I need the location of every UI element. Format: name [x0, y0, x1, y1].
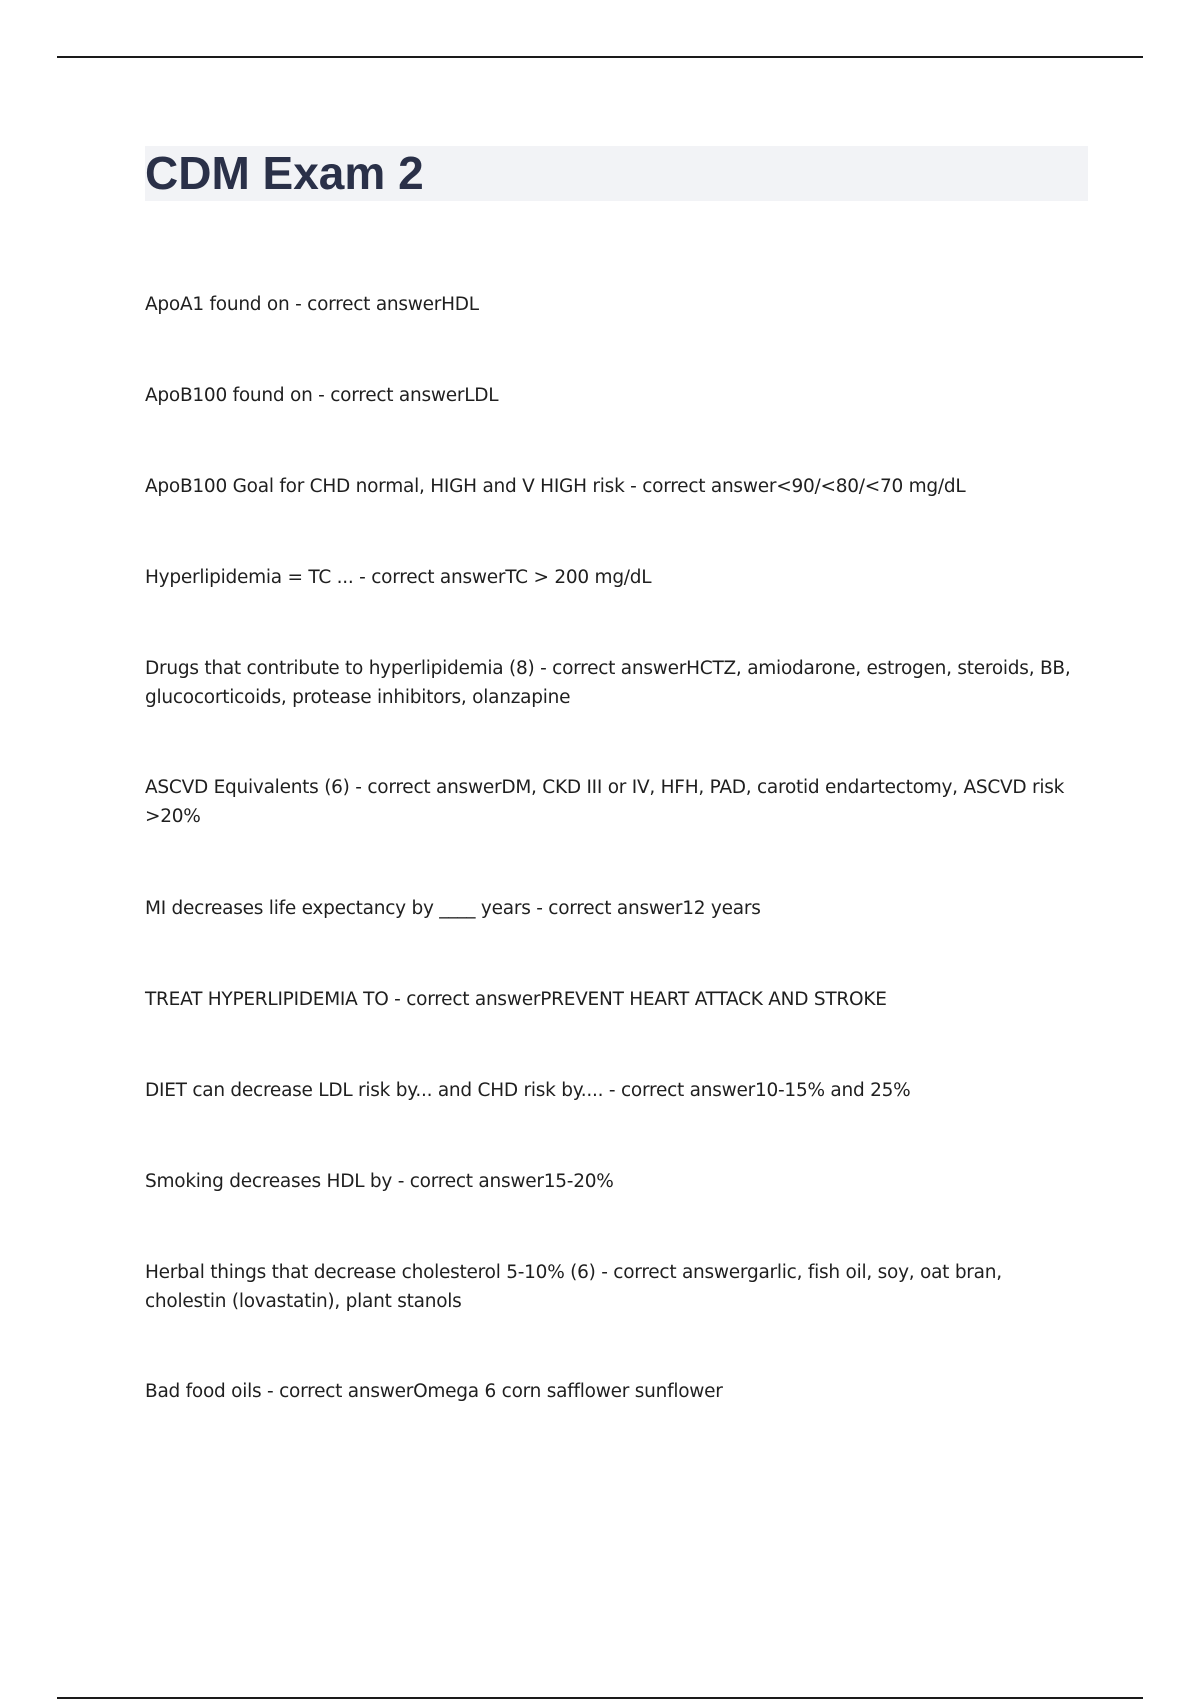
- qa-item: MI decreases life expectancy by ____ years - correct answer12 years: [145, 898, 761, 919]
- bottom-divider: [57, 1697, 1143, 1699]
- qa-item: ApoB100 found on - correct answerLDL: [145, 385, 499, 406]
- qa-item: DIET can decrease LDL risk by... and CHD risk by.... - correct answer10-15% and 25%: [145, 1080, 911, 1101]
- top-divider: [57, 56, 1143, 58]
- qa-item: ApoB100 Goal for CHD normal, HIGH and V HIGH risk - correct answer<90/<80/<70 mg/dL: [145, 476, 966, 497]
- qa-item: Herbal things that decrease cholesterol 5-10% (6) - correct answergarlic, fish oil, soy, oat bran, cholestin (lovastatin), plant stanols: [145, 1262, 1002, 1312]
- qa-item: Bad food oils - correct answerOmega 6 corn safflower sunflower: [145, 1381, 723, 1402]
- qa-item: Smoking decreases HDL by - correct answer15-20%: [145, 1171, 614, 1192]
- page-title: CDM Exam 2: [145, 147, 424, 199]
- qa-item: ASCVD Equivalents (6) - correct answerDM, CKD III or IV, HFH, PAD, carotid endartectomy, ASCVD risk >20%: [145, 777, 1065, 827]
- qa-item: ApoA1 found on - correct answerHDL: [145, 294, 479, 315]
- qa-item: TREAT HYPERLIPIDEMIA TO - correct answerPREVENT HEART ATTACK AND STROKE: [145, 989, 887, 1010]
- qa-item: Drugs that contribute to hyperlipidemia (8) - correct answerHCTZ, amiodarone, estrogen, steroids, BB, glucocorticoids, protease inhibitors, olanzapine: [145, 658, 1071, 708]
- qa-item: Hyperlipidemia = TC ... - correct answerTC > 200 mg/dL: [145, 567, 652, 588]
